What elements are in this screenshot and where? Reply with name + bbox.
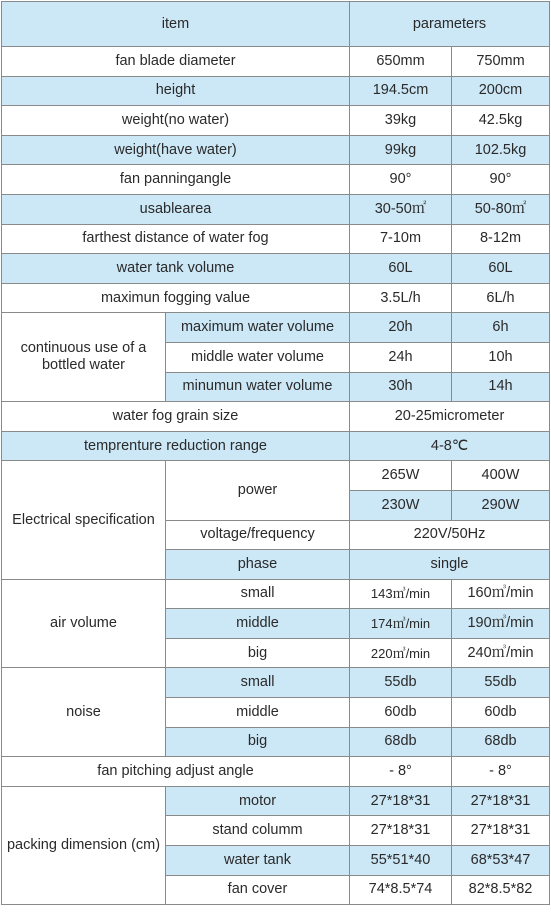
cell-value: 50-80㎡ [452, 194, 550, 224]
cell-value: 90° [452, 165, 550, 195]
sub-label: big [166, 638, 350, 668]
table-row [2, 47, 550, 77]
row-label: weight(no water) [2, 106, 350, 136]
sub-label: maximum water volume [166, 313, 350, 343]
cell-value: 74*8.5*74 [350, 875, 452, 905]
spec-table [1, 1, 550, 905]
table-row [2, 579, 550, 609]
cell-value: 6L/h [452, 283, 550, 313]
row-label: fan pitching adjust angle [2, 757, 350, 787]
table-row [2, 668, 550, 698]
row-label: water fog grain size [2, 402, 350, 432]
header-parameters: parameters [350, 2, 550, 47]
sub-label: small [166, 579, 350, 609]
table-row [2, 254, 550, 284]
cell-value: 3.5L/h [350, 283, 452, 313]
cell-value: 8-12m [452, 224, 550, 254]
table-row [2, 283, 550, 313]
cell-value: 290W [452, 490, 550, 520]
group-label: packing dimension (cm) [2, 786, 166, 904]
cell-value: 24h [350, 342, 452, 372]
cell-value: 4-8℃ [350, 431, 550, 461]
cell-value: 200cm [452, 76, 550, 106]
row-label: weight(have water) [2, 135, 350, 165]
sub-label: fan cover [166, 875, 350, 905]
cell-value: 174㎥/min [350, 609, 452, 639]
cell-value: 60db [350, 698, 452, 728]
sub-label: voltage/frequency [166, 520, 350, 550]
cell-value: 39kg [350, 106, 452, 136]
cell-value: 27*18*31 [452, 816, 550, 846]
table-row [2, 431, 550, 461]
cell-value: 20-25micrometer [350, 402, 550, 432]
row-label: usablearea [2, 194, 350, 224]
sub-label: minumun water volume [166, 372, 350, 402]
table-row [2, 106, 550, 136]
cell-value: 160㎥/min [452, 579, 550, 609]
cell-value: 60db [452, 698, 550, 728]
cell-value: 230W [350, 490, 452, 520]
group-label: Electrical specification [2, 461, 166, 579]
cell-value: 143㎥/min [350, 579, 452, 609]
cell-value: 27*18*31 [350, 786, 452, 816]
table-row [2, 402, 550, 432]
sub-label: motor [166, 786, 350, 816]
cell-value: 220V/50Hz [350, 520, 550, 550]
cell-value: 27*18*31 [350, 816, 452, 846]
table-row [2, 461, 550, 491]
cell-value: 194.5cm [350, 76, 452, 106]
cell-value: 99kg [350, 135, 452, 165]
table-row [2, 224, 550, 254]
cell-value: 14h [452, 372, 550, 402]
row-label: farthest distance of water fog [2, 224, 350, 254]
table-row [2, 786, 550, 816]
cell-value: 750mm [452, 47, 550, 77]
row-label: height [2, 76, 350, 106]
group-label: air volume [2, 579, 166, 668]
header-item: item [2, 2, 350, 47]
table-row [2, 757, 550, 787]
table-row [2, 76, 550, 106]
group-label: noise [2, 668, 166, 757]
cell-value: 68db [350, 727, 452, 757]
cell-value: 60L [350, 254, 452, 284]
cell-value: single [350, 550, 550, 580]
table-row [2, 135, 550, 165]
cell-value: 400W [452, 461, 550, 491]
sub-label: phase [166, 550, 350, 580]
cell-value: 55*51*40 [350, 846, 452, 876]
sub-label: middle water volume [166, 342, 350, 372]
cell-value: 42.5kg [452, 106, 550, 136]
cell-value: 30-50㎡ [350, 194, 452, 224]
row-label: fan blade diameter [2, 47, 350, 77]
table-header-row [2, 2, 550, 47]
sub-label: power [166, 461, 350, 520]
table-row [2, 194, 550, 224]
cell-value: 220㎥/min [350, 638, 452, 668]
row-label: temprenture reduction range [2, 431, 350, 461]
sub-label: middle [166, 609, 350, 639]
cell-value: 55db [350, 668, 452, 698]
cell-value: 20h [350, 313, 452, 343]
cell-value: 265W [350, 461, 452, 491]
sub-label: water tank [166, 846, 350, 876]
table-row [2, 165, 550, 195]
cell-value: 55db [452, 668, 550, 698]
cell-value: 82*8.5*82 [452, 875, 550, 905]
cell-value: 30h [350, 372, 452, 402]
cell-value: 60L [452, 254, 550, 284]
cell-value: 68*53*47 [452, 846, 550, 876]
cell-value: 650mm [350, 47, 452, 77]
cell-value: 102.5kg [452, 135, 550, 165]
cell-value: 240㎥/min [452, 638, 550, 668]
cell-value: - 8° [452, 757, 550, 787]
cell-value: 10h [452, 342, 550, 372]
row-label: water tank volume [2, 254, 350, 284]
sub-label: middle [166, 698, 350, 728]
cell-value: 68db [452, 727, 550, 757]
sub-label: small [166, 668, 350, 698]
table-row [2, 313, 550, 343]
group-label: continuous use of a bottled water [2, 313, 166, 402]
cell-value: 90° [350, 165, 452, 195]
sub-label: stand columm [166, 816, 350, 846]
row-label: maximun fogging value [2, 283, 350, 313]
cell-value: 27*18*31 [452, 786, 550, 816]
cell-value: 7-10m [350, 224, 452, 254]
cell-value: 190㎥/min [452, 609, 550, 639]
row-label: fan panningangle [2, 165, 350, 195]
cell-value: 6h [452, 313, 550, 343]
cell-value: - 8° [350, 757, 452, 787]
sub-label: big [166, 727, 350, 757]
